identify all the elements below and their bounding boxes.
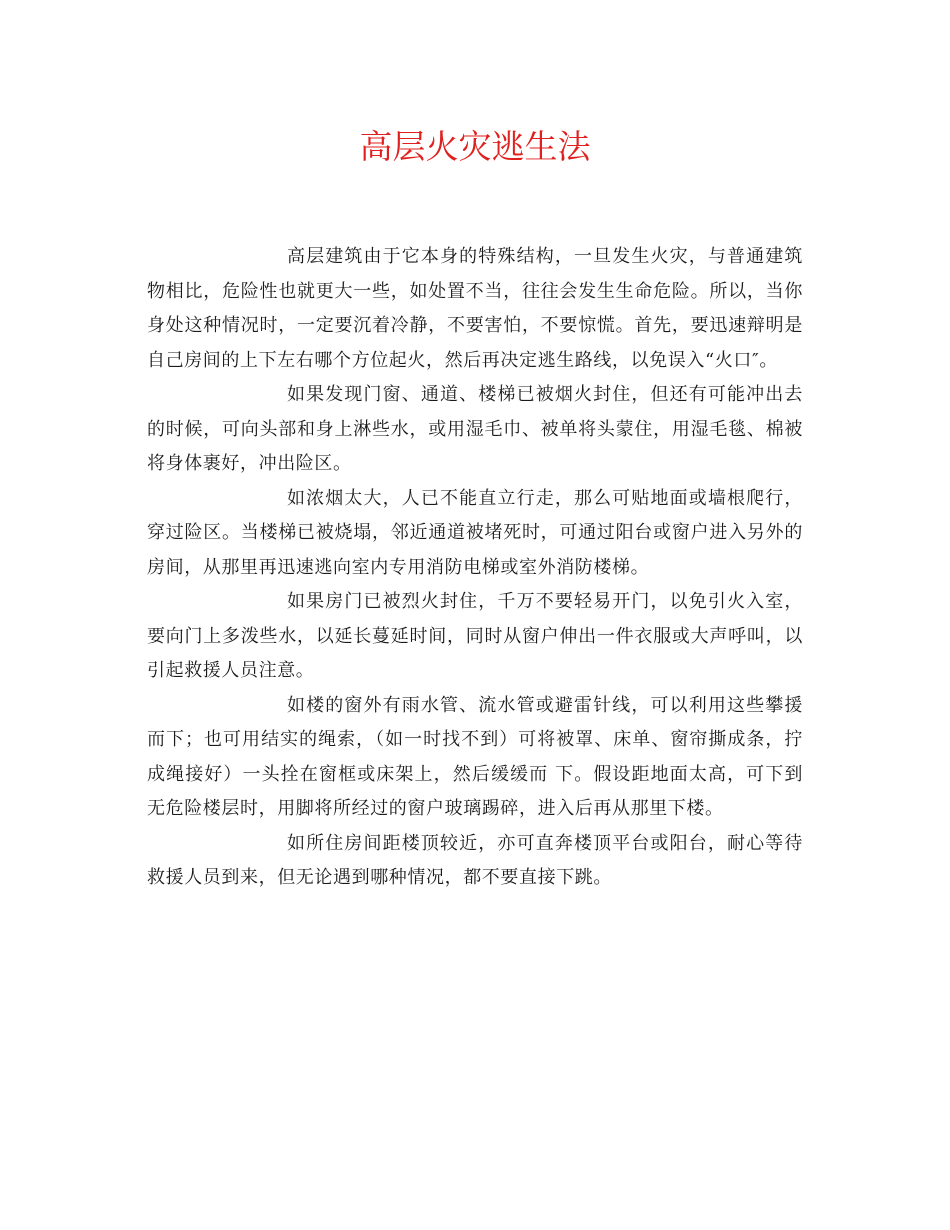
paragraph-3: 如浓烟太大，人已不能直立行走，那么可贴地面或墙根爬行，穿过险区。当楼梯已被烧塌，邻近通道被堵死时，可通过阳台或窗户进入另外的房间，从那里再迅速逃向室内专用消防电梯或室外消防楼梯。 <box>147 487 803 578</box>
paragraph-5: 如楼的窗外有雨水管、流水管或避雷针线，可以利用这些攀援而下；也可用结实的绳索，（如一时找不到）可将被罩、床单、窗帘撕成条，拧成绳接好）一头拴在窗框或床架上，然后缓缓而 下。假设距地面太高，可下到无危险楼层时，用脚将所经过的窗户玻璃踢碎，进入后再从那里下楼。 <box>147 694 803 819</box>
paragraph-1: 高层建筑由于它本身的特殊结构，一旦发生火灾，与普通建筑物相比，危险性也就更大一些，如处置不当，往往会发生生命危险。所以，当你身处这种情况时，一定要沉着冷静，不要害怕，不要惊慌。首先，要迅速辩明是自己房间的上下左右哪个方位起火，然后再决定逃生路线，以免误入“火口″。 <box>147 246 803 371</box>
paragraph-6: 如所住房间距楼顶较近，亦可直奔楼顶平台或阳台，耐心等待救援人员到来，但无论遇到哪种情况，都不要直接下跳。 <box>147 832 803 888</box>
document-title: 高层火灾逃生法 <box>359 127 591 166</box>
paragraph-4: 如果房门已被烈火封住，千万不要轻易开门，以免引火入室，要向门上多泼些水，以延长蔓延时间，同时从窗户伸出一件衣服或大声呼叫，以引起救援人员注意。 <box>147 591 803 681</box>
paragraph-2: 如果发现门窗、通道、楼梯已被烟火封住，但还有可能冲出去的时候，可向头部和身上淋些水，或用湿毛巾、被单将头蒙住，用湿毛毯、棉被将身体裹好，冲出险区。 <box>147 384 803 474</box>
document-body <box>147 240 803 896</box>
